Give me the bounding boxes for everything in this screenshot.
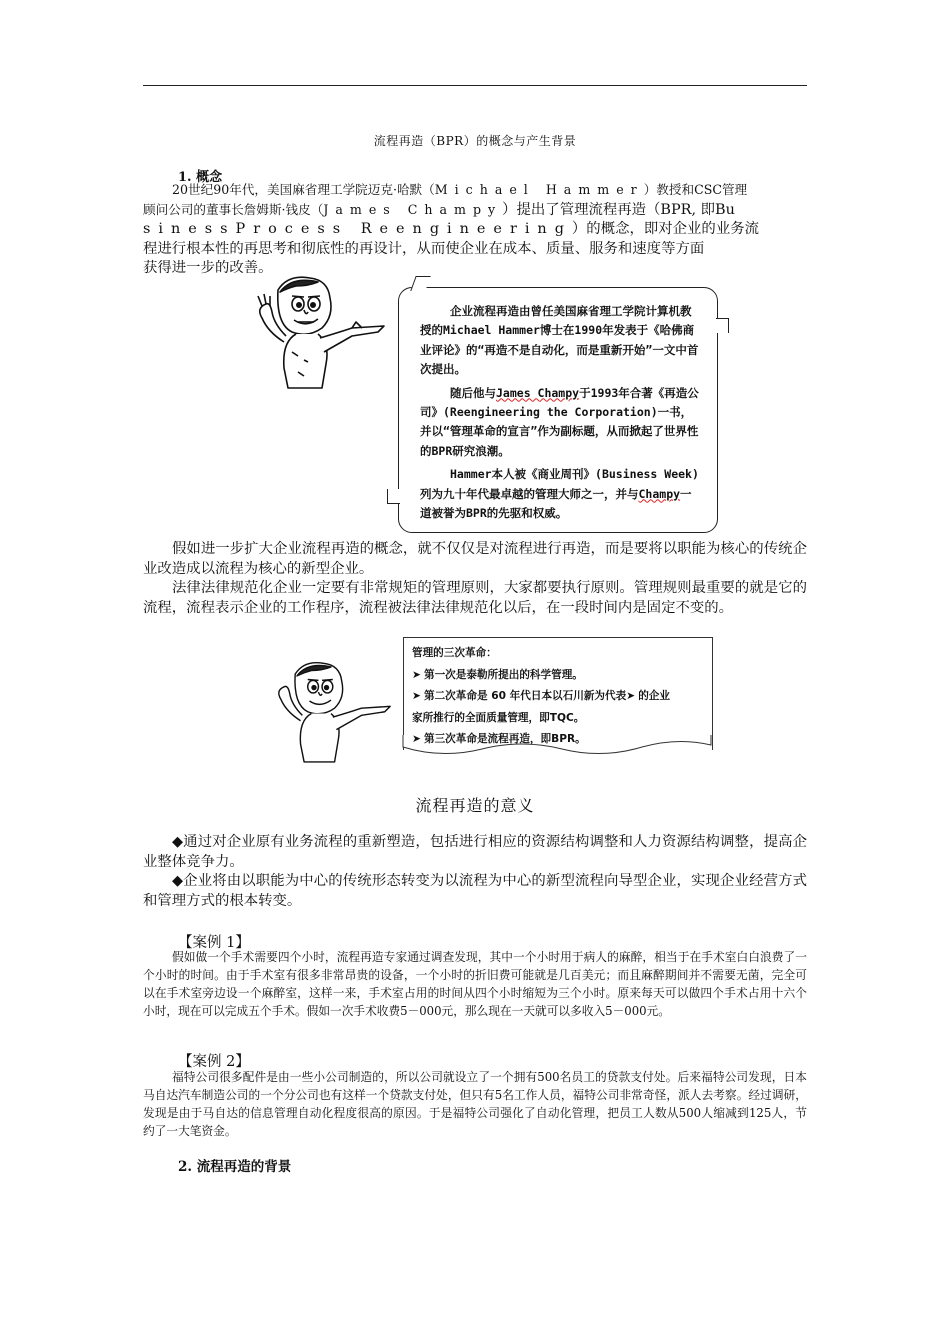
callout-heading: 管理的三次革命： (412, 647, 497, 659)
cartoon-pointing-man-icon (266, 658, 396, 770)
callout-item: 第三次革命是流程再造，即BPR。 (424, 733, 586, 745)
intro-paragraph (143, 180, 807, 279)
case1-text-block (143, 948, 807, 1020)
section1-heading: 1. 概念 (178, 170, 223, 185)
callout-text: 于1993年合著《再造公司》(Reengineering the Corporation)一书，并以“管理革命的宣言”作为副标题，从而掀起了世界性的BPR研究浪潮。 (420, 385, 699, 458)
arrow-bullet-icon: ➤ (412, 733, 421, 745)
paragraph-rules: 法律法律规范化企业一定要有非常规矩的管理原则，大家都要执行原则。管理规则最重要的就是它的流程，流程表示企业的工作程序，流程被法律法律规范化以后，在一段时间内是固定不变的。 (143, 580, 807, 616)
arrow-bullet-icon: ➤ (626, 690, 636, 702)
callout-text: 一道被誉为BPR的先驱和权威。 (420, 486, 692, 521)
meaning-item: ◆通过对企业原有业务流程的重新塑造，包括进行相应的资源结构调整和人力资源结构调整，提高企业整体竞争力。 (143, 834, 807, 870)
intro-text: James Champy (323, 201, 503, 217)
callout-decoration (716, 318, 729, 333)
callout-item: 第一次是泰勒所提出的科学管理。 (424, 668, 583, 681)
arrow-bullet-icon: ➤ (412, 668, 421, 681)
intro-text: 获得进一步的改善。 (143, 260, 273, 276)
intro-text: ）提出了管理流程再造（BPR, 即Bu (502, 201, 735, 218)
callout-text-hammer (420, 302, 702, 527)
intro-text: 顾问公司的董事长詹姆斯·钱皮（ (143, 201, 324, 217)
case2-text-block (143, 1068, 807, 1140)
callout-text: James Champy (496, 385, 580, 400)
body-paragraphs (143, 540, 807, 618)
callout-text: Champy (638, 486, 681, 501)
paragraph-expand: 假如进一步扩大企业流程再造的概念，就不仅仅是对流程进行再造，而是要将以职能为核心的传统企业改造成以流程为核心的新型企业。 (143, 541, 807, 577)
case2-title: 【案例 2】 (178, 1054, 250, 1070)
intro-text: ）教授和CSC管理 (643, 182, 748, 197)
intro-text: Michael Hammer (434, 182, 644, 197)
arrow-bullet-icon: ➤ (412, 690, 421, 702)
intro-text: 20世纪90年代，美国麻省理工学院迈克·哈默（ (172, 182, 435, 197)
callout-text: 随后他与 (450, 385, 496, 400)
callout-paragraph: 企业流程再造由曾任美国麻省理工学院计算机教授的Michael Hammer博士在1990年发表于《哈佛商业评论》的“再造不是自动化，而是重新开始”一文中首次提出。 (420, 304, 699, 377)
callout-text-revolutions (412, 643, 707, 751)
intro-text: ）的概念，即对企业的业务流 (571, 221, 759, 237)
callout-item: 家所推行的全面质量管理，即TQC。 (412, 711, 585, 724)
section2-heading: 2. 流程再造的背景 (178, 1159, 292, 1175)
intro-text: 程进行根本性的再思考和彻底性的再设计，从而使企业在成本、质量、服务和速度等方面 (143, 240, 705, 257)
intro-text: sinessProcess Reengineering (143, 221, 572, 237)
page-title: 流程再造（BPR）的概念与产生背景 (373, 134, 577, 148)
section-title-meaning: 流程再造的意义 (415, 796, 535, 815)
meaning-item: ◆企业将由以职能为中心的传统形态转变为以流程为中心的新型流程向导型企业，实现企业经营方式和管理方式的根本转变。 (143, 873, 807, 909)
callout-item: 的企业 (638, 690, 670, 702)
callout-item: 第二次革命是 60 年代日本以石川新为代表 (424, 690, 627, 702)
case1-text: 假如做一个手术需要四个小时，流程再造专家通过调查发现，其中一个小时用于病人的麻醉，相当于在手术室白白浪费了一个小时的时间。由于手术室有很多非常昂贵的设备，一个小时的折旧费可能就是几百美元；而且麻醉期间并不需要无菌，完全可以在手术室旁边设一个麻醉室，这样一来，手术室占用的时间从四个小时缩短为三个小时。原来每天可以做四个手术占用十六个小时，现在可以完成五个手术。假如一次手术收费5－000元，那么现在一天就可以多收入5－000元。 (143, 950, 807, 1018)
callout-decoration (387, 489, 400, 504)
case1-title: 【案例 1】 (178, 935, 250, 951)
callout-text: Hammer本人被《商业周刊》(Business Week)列为九十年代最卓越的管理大师之一，并与 (420, 467, 699, 501)
meaning-list (143, 833, 807, 911)
case2-text: 福特公司很多配件是由一些小公司制造的，所以公司就设立了一个拥有500名员工的贷款支付处。后来福特公司发现，日本马自达汽车制造公司的一个分公司也有这样一个贷款支付处，但只有5名工作人员，福特公司非常奇怪，派人去考察。经过调研，发现是由于马自达的信息管理自动化程度很高的原因。于是福特公司强化了自动化管理，把员工人数从500人缩减到125人，节约了一大笔资金。 (143, 1070, 807, 1138)
cartoon-pointing-man-icon (248, 272, 388, 397)
header-rule (143, 85, 807, 86)
